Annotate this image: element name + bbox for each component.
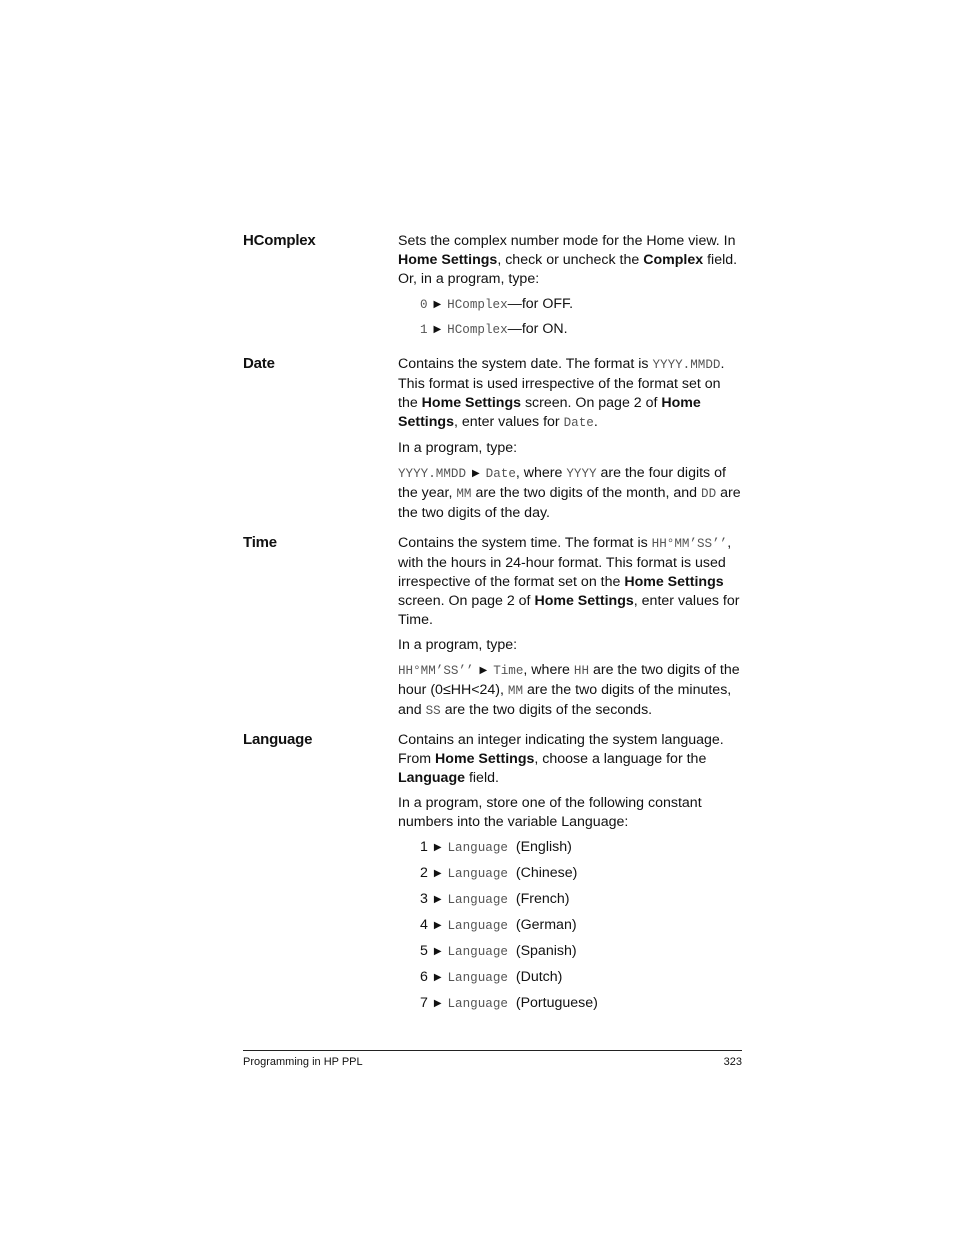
store-arrow-icon: ▶ [433, 998, 442, 1009]
date-paragraph-3: YYYY.MMDD ▶ Date, where YYYY are the four digits of the year, MM are the two digits of the month, and DD are the two digits of the day. [398, 465, 741, 521]
store-arrow-icon: ▶ [433, 299, 442, 310]
page-number: 323 [723, 1056, 742, 1068]
desc-hcomplex [398, 232, 743, 345]
term-time: Time [243, 534, 277, 551]
date-paragraph-1: Contains the system date. The format is YYYY.MMDD. This format is used irrespective of the format set on the Home Settings screen. On page 2 of Home Settings, enter values for Date. [398, 356, 725, 430]
desc-time [398, 534, 743, 727]
term-hcomplex: HComplex [243, 232, 316, 249]
language-paragraph-2: In a program, store one of the following constant numbers into the variable Language: [398, 795, 702, 830]
language-item: 6 ▶ Language (Dutch) [420, 969, 563, 985]
language-item: 7 ▶ Language (Portuguese) [420, 995, 598, 1011]
time-paragraph-2: In a program, type: [398, 637, 518, 653]
footer-chapter-title: Programming in HP PPL [243, 1056, 363, 1068]
store-arrow-icon: ▶ [471, 468, 480, 479]
desc-date [398, 355, 743, 529]
language-item: 4 ▶ Language (German) [420, 917, 577, 933]
store-arrow-icon: ▶ [433, 920, 442, 931]
page-footer [243, 1050, 742, 1068]
term-language: Language [243, 731, 313, 748]
desc-language [398, 731, 743, 1020]
language-item: 2 ▶ Language (Chinese) [420, 865, 578, 881]
store-arrow-icon: ▶ [433, 972, 442, 983]
date-paragraph-2: In a program, type: [398, 440, 518, 456]
time-paragraph-3: HH°MM’SS’’ ▶ Time, where HH are the two digits of the hour (0≤HH<24), MM are the two digits of the minutes, and SS are the two digits of the seconds. [398, 662, 740, 718]
language-list [398, 838, 743, 1014]
language-item: 1 ▶ Language (English) [420, 839, 572, 855]
store-arrow-icon: ▶ [479, 665, 488, 676]
time-paragraph-1: Contains the system time. The format is HH°MM’SS’’, with the hours in 24-hour format. This format is used irrespective of the format set on the Home Settings screen. On page 2 of Home Settings, enter values for Time. [398, 535, 740, 628]
hcomplex-on-line: 1 ▶ HComplex—for ON. [420, 321, 568, 337]
store-arrow-icon: ▶ [433, 842, 442, 853]
language-paragraph-1: Contains an integer indicating the system language. From Home Settings, choose a language for the Language field. [398, 732, 724, 786]
hcomplex-paragraph: Sets the complex number mode for the Home view. In Home Settings, check or uncheck the Complex field. Or, in a program, type: [398, 233, 738, 287]
store-arrow-icon: ▶ [433, 946, 442, 957]
language-item: 5 ▶ Language (Spanish) [420, 943, 577, 959]
store-arrow-icon: ▶ [433, 868, 442, 879]
store-arrow-icon: ▶ [433, 324, 442, 335]
store-arrow-icon: ▶ [433, 894, 442, 905]
language-item: 3 ▶ Language (French) [420, 891, 570, 907]
term-date: Date [243, 355, 275, 372]
hcomplex-off-line: 0 ▶ HComplex—for OFF. [420, 296, 574, 312]
